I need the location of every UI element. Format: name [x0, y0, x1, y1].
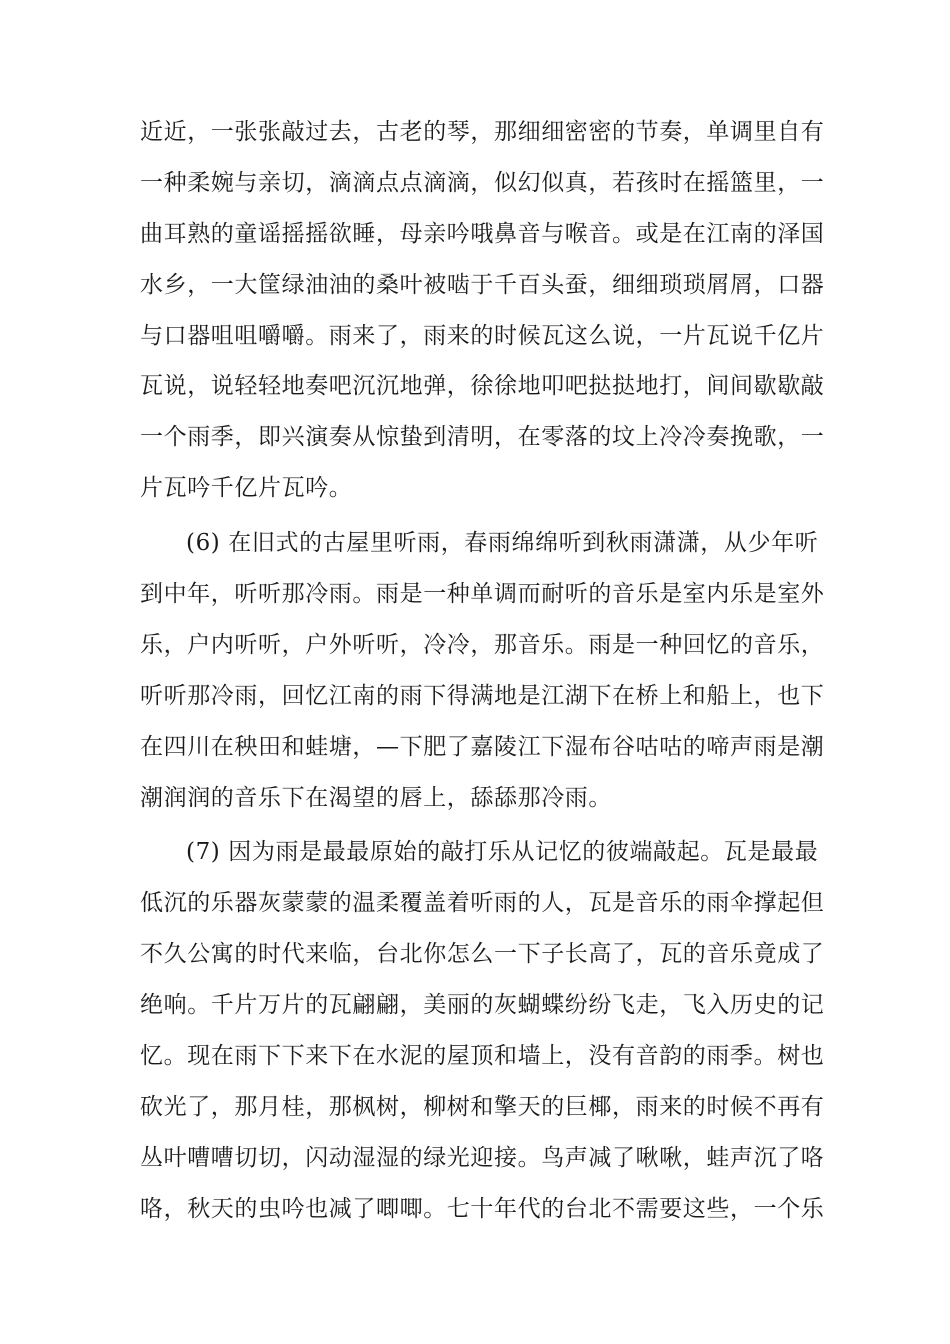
text-line: 一种柔婉与亲切，滴滴点点滴滴，似幻似真，若孩时在摇篮里，一: [140, 169, 825, 196]
text-line: 曲耳熟的童谣摇摇欲睡，母亲吟哦鼻音与喉音。或是在江南的泽国: [140, 220, 825, 247]
text-line: 丛叶嘈嘈切切，闪动湿湿的绿光迎接。鸟声减了啾啾，蛙声沉了咯: [140, 1144, 825, 1171]
text-line: 片瓦吟千亿片瓦吟。: [140, 475, 353, 502]
text-line: 忆。现在雨下下来下在水泥的屋顶和墙上，没有音韵的雨季。树也: [140, 1043, 825, 1070]
text-line: 潮润润的音乐下在渴望的唇上，舔舔那冷雨。: [140, 784, 612, 811]
text-line: 砍光了，那月桂，那枫树，柳树和擎天的巨椰，雨来的时候不再有: [140, 1093, 825, 1120]
text-line: 水乡，一大筐绿油油的桑叶被啮于千百头蚕，细细琐琐屑屑，口器: [140, 271, 825, 298]
paragraph-7: [140, 827, 830, 1234]
text-line: (7) 因为雨是最最原始的敲打乐从记忆的彼端敲起。瓦是最最: [186, 839, 819, 866]
text-line: 与口器咀咀嚼嚼。雨来了，雨来的时候瓦这么说，一片瓦说千亿片: [140, 322, 825, 349]
document-body: [140, 107, 830, 1235]
text-line: 不久公寓的时代来临，台北你怎么一下子长高了，瓦的音乐竟成了: [140, 941, 825, 968]
text-line: 近近，一张张敲过去，古老的琴，那细细密密的节奏，单调里自有: [140, 119, 825, 145]
text-line: (6) 在旧式的古屋里听雨，春雨绵绵听到秋雨潇潇，从少年听: [186, 530, 819, 557]
text-line: 低沉的乐器灰蒙蒙的温柔覆盖着听雨的人，瓦是音乐的雨伞撑起但: [140, 890, 825, 917]
text-line: 到中年，听听那冷雨。雨是一种单调而耐听的音乐是室内乐是室外: [140, 581, 825, 608]
text-line: 在四川在秧田和蛙塘，—下肥了嘉陵江下湿布谷咕咕的啼声雨是潮: [140, 733, 825, 760]
text-line: 听听那冷雨，回忆江南的雨下得满地是江湖下在桥上和船上，也下: [140, 682, 825, 709]
paragraph-6: [140, 518, 830, 823]
text-line: 瓦说，说轻轻地奏吧沉沉地弹，徐徐地叩吧挞挞地打，间间歇歇敲: [140, 373, 825, 400]
text-line: 乐，户内听听，户外听听，冷冷，那音乐。雨是一种回忆的音乐，: [140, 631, 825, 658]
paragraph-continuation: [140, 107, 830, 514]
text-line: 绝响。千片万片的瓦翩翩，美丽的灰蝴蝶纷纷飞走，飞入历史的记: [140, 992, 825, 1019]
text-line: 咯，秋天的虫吟也减了唧唧。七十年代的台北不需要这些，一个乐: [140, 1195, 825, 1222]
text-line: 一个雨季，即兴演奏从惊蛰到清明，在零落的坟上冷冷奏挽歌，一: [140, 424, 825, 451]
